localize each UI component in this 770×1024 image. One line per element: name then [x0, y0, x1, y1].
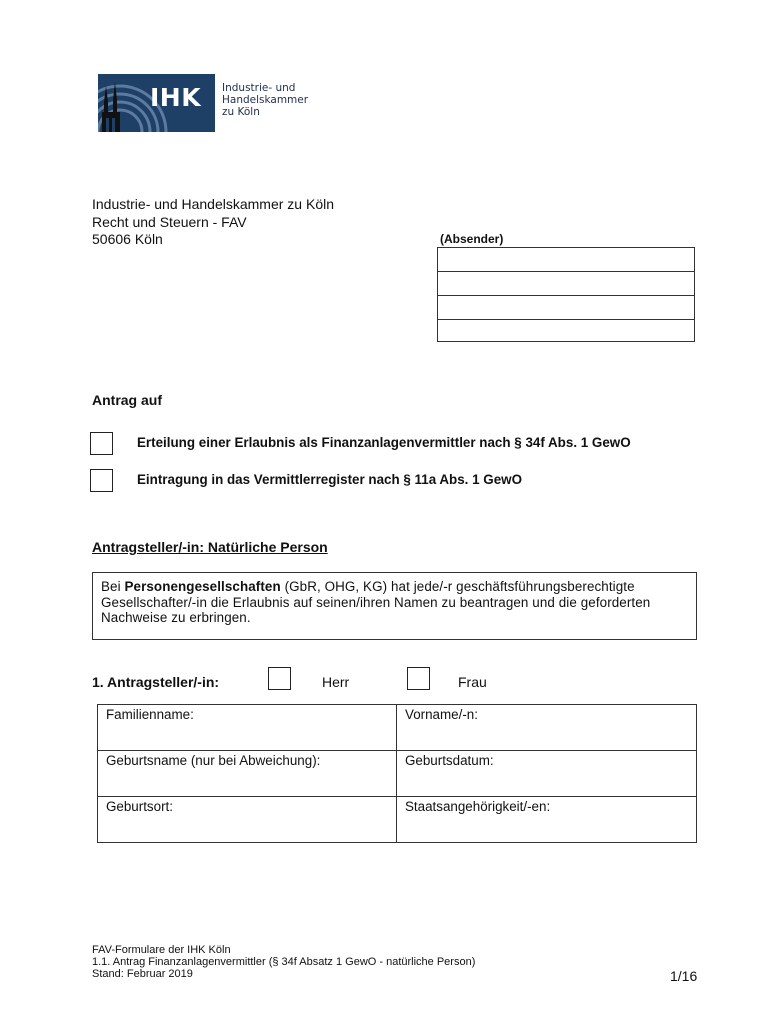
- geburtsname-field[interactable]: Geburtsname (nur bei Abweichung):: [98, 751, 397, 797]
- checkbox-herr[interactable]: [268, 667, 291, 690]
- staatsangehoerigkeit-field[interactable]: Staatsangehörigkeit/-en:: [397, 797, 697, 843]
- table-row: [98, 751, 697, 797]
- frau-label: Frau: [458, 674, 487, 690]
- vorname-field[interactable]: Vorname/-n:: [397, 705, 697, 751]
- table-row: [98, 705, 697, 751]
- logo-name: [222, 82, 380, 118]
- sender-line-divider: [438, 319, 694, 320]
- checkbox-register[interactable]: [90, 469, 113, 492]
- familienname-field[interactable]: Familienname:: [98, 705, 397, 751]
- geburtsdatum-field[interactable]: Geburtsdatum:: [397, 751, 697, 797]
- info-prefix: Bei: [101, 579, 125, 594]
- option-register-label: Eintragung in das Vermittlerregister nach § 11a Abs. 1 GewO: [137, 472, 522, 487]
- logo-wordmark: IHK: [150, 83, 202, 112]
- logo-name-line2: zu Köln: [222, 106, 260, 118]
- ihk-logo: [98, 74, 380, 132]
- checkbox-frau[interactable]: [407, 667, 430, 690]
- sender-line-divider: [438, 295, 694, 296]
- footer-line3: Stand: Februar 2019: [92, 968, 193, 980]
- info-box: [92, 572, 697, 640]
- geburtsort-field[interactable]: Geburtsort:: [98, 797, 397, 843]
- recipient-line2: Recht und Steuern - FAV: [92, 214, 247, 230]
- logo-name-line1: Industrie- und Handelskammer: [222, 82, 309, 106]
- sender-label: (Absender): [440, 232, 504, 246]
- page-number: 1/16: [670, 968, 698, 984]
- recipient-line3: 50606 Köln: [92, 231, 163, 247]
- application-heading: Antrag auf: [92, 392, 162, 408]
- applicant-form-title: 1. Antragsteller/-in:: [92, 674, 220, 690]
- footer-line2: 1.1. Antrag Finanzanlagenvermittler (§ 34f Absatz 1 GewO - natürliche Person): [92, 956, 476, 968]
- footer-line1: FAV-Formulare der IHK Köln: [92, 944, 231, 956]
- personal-data-table: [97, 704, 697, 843]
- footer: [92, 944, 475, 980]
- logo-emblem: [98, 74, 215, 132]
- table-row: [98, 797, 697, 843]
- info-bold: Personengesellschaften: [124, 579, 281, 594]
- sender-address-box: [437, 247, 695, 342]
- applicant-section-heading: Antragsteller/-in: Natürliche Person: [92, 539, 328, 555]
- recipient-line1: Industrie- und Handelskammer zu Köln: [92, 196, 335, 212]
- checkbox-erlaubnis[interactable]: [90, 432, 113, 455]
- herr-label: Herr: [322, 674, 350, 690]
- option-erlaubnis-label: Erteilung einer Erlaubnis als Finanzanlagenvermittler nach § 34f Abs. 1 GewO: [137, 435, 631, 450]
- sender-line-divider: [438, 271, 694, 272]
- info-rest: (GbR, OHG, KG) hat jede/-r geschäftsführungsberechtigte Gesellschafter/-in die Erlaubnis auf seinen/ihren Namen zu beantragen und die geforderten Nachweise zu erbringen.: [101, 579, 651, 625]
